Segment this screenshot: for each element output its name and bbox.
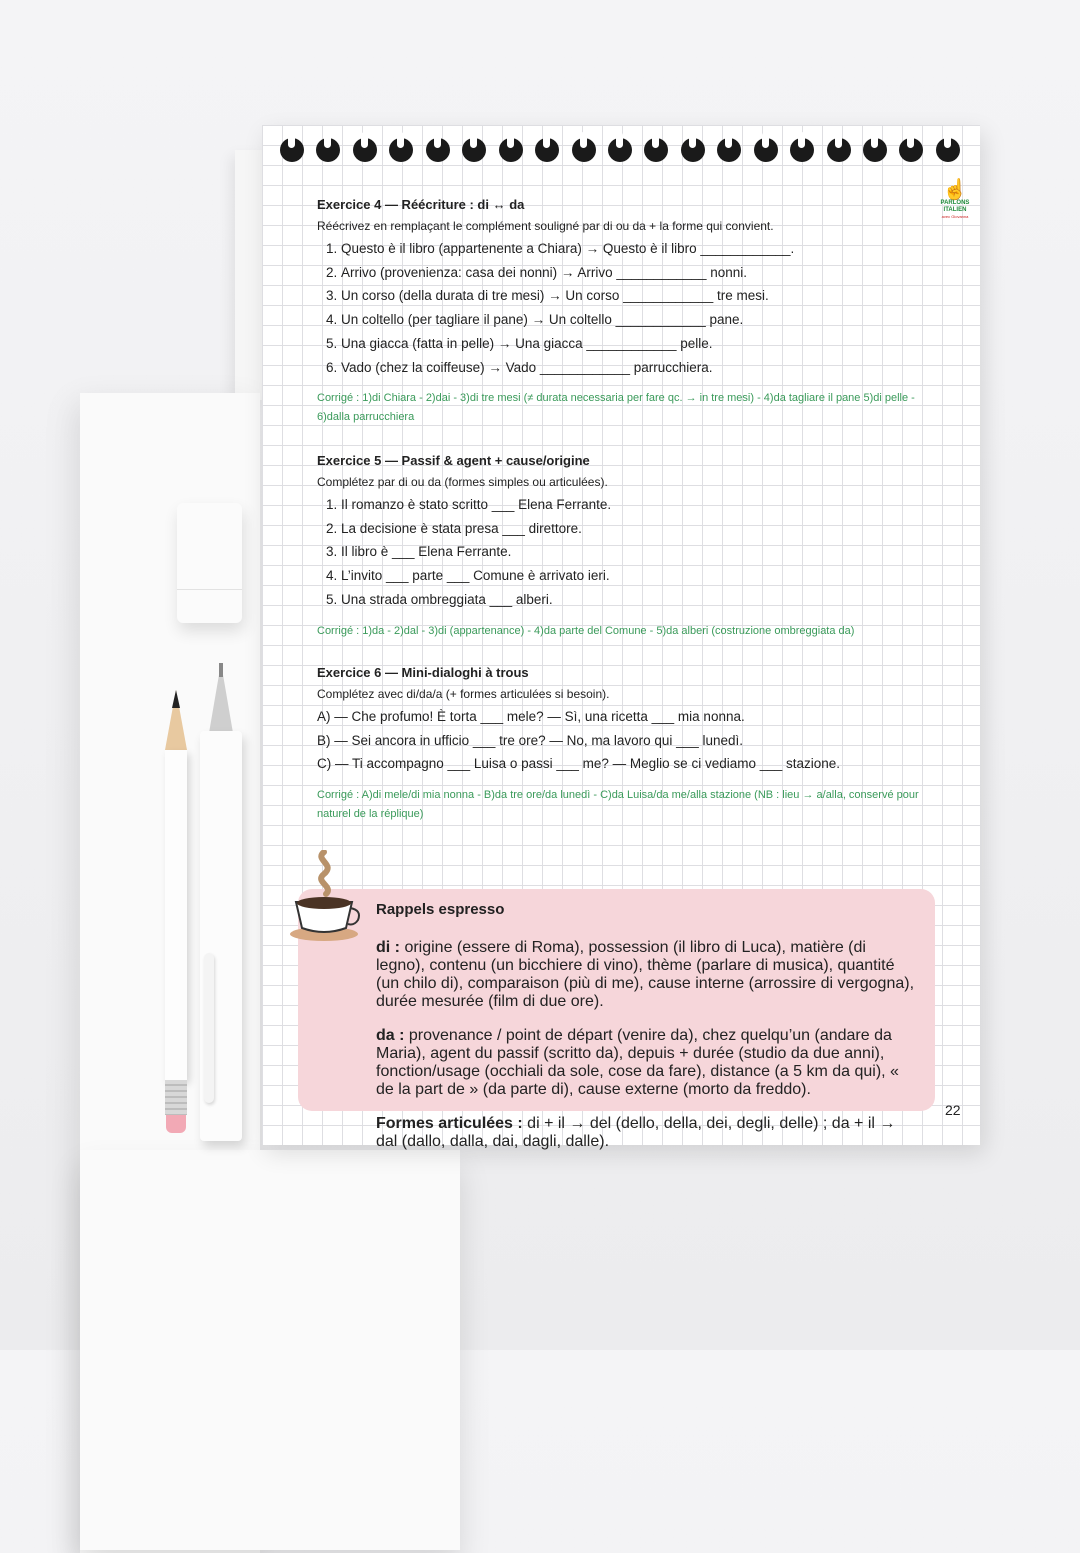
text-da: provenance / point de départ (venire da), chez quelqu’un (andare da Maria), agent du passif (scritto da), depuis + durée (studio da due anni), fonction/usage (occhiali da sole, cose da fare), distance (a 5 km da qui), « de la part de » (da parte di), cause externe (morto da freddo). [376, 1027, 899, 1098]
spiral-ring [754, 138, 778, 162]
list-item: 3. Il libro è ___ Elena Ferrante. [341, 540, 947, 564]
reminder-title: Rappels espresso [376, 901, 505, 918]
list-item: 4. L’invito ___ parte ___ Comune è arrivato ieri. [341, 564, 947, 588]
spiral-ring [462, 138, 486, 162]
spiral-binding [280, 138, 960, 164]
exercise-items [317, 493, 947, 612]
correction-text: Corrigé : A)di mele/di mia nonna - B)da tre ore/da lunedì - C)da Luisa/da me/alla stazione (NB : lieu → a/alla, conservé pour naturel de la réplique) [317, 789, 919, 821]
list-item: 5. Una strada ombreggiata ___ alberi. [341, 588, 947, 612]
label-da: da : [376, 1027, 405, 1044]
spiral-ring [280, 138, 304, 162]
list-item: B) — Sei ancora in ufficio ___ tre ore? — No, ma lavoro qui ___ lunedì. [317, 732, 743, 748]
spiral-ring [426, 138, 450, 162]
label-di: di : [376, 939, 400, 956]
spiral-ring [899, 138, 923, 162]
exercise-title: Exercice 4 — Réécriture : di ↔ da [317, 197, 525, 212]
list-item: 5. Una giacca (fatta in pelle) → Una giacca ____________ pelle. [341, 332, 947, 356]
reminder-da [376, 1027, 916, 1099]
dialogue-items [317, 705, 947, 776]
exercise-4 [317, 195, 947, 443]
list-item: 3. Un corso (della durata di tre mesi) → Un corso ____________ tre mesi. [341, 284, 947, 308]
list-item: 1. Il romanzo è stato scritto ___ Elena Ferrante. [341, 493, 947, 517]
exercise-instruction: Complétez avec di/da/a (+ formes articulées si besoin). [317, 687, 610, 701]
text-forms: di + il → del (dello, della, dei, degli, delle) ; da + il → dal (dallo, dalla, dai, dagli, dalle). [376, 1115, 896, 1150]
list-item: 1. Questo è il libro (appartenente a Chiara) → Questo è il libro ____________. [341, 237, 947, 261]
spiral-ring [572, 138, 596, 162]
coffee-cup-icon [284, 850, 366, 942]
list-item: 2. La decisione è stata presa ___ direttore. [341, 517, 947, 541]
mechanical-pencil [200, 663, 242, 1143]
logo-line2: ITALIEN [943, 207, 967, 213]
reminder-forms [376, 1115, 916, 1151]
spiral-ring [608, 138, 632, 162]
exercise-content [317, 195, 947, 824]
board-top [235, 150, 265, 400]
exercise-5 [317, 451, 947, 663]
reminder-content [376, 897, 916, 1167]
spiral-ring [863, 138, 887, 162]
exercise-instruction: Réécrivez en remplaçant le complément souligné par di ou da + la forme qui convient. [317, 219, 774, 233]
list-item: 6. Vado (chez la coiffeuse) → Vado ____________ parrucchiera. [341, 356, 947, 380]
spiral-ring [681, 138, 705, 162]
spiral-ring [389, 138, 413, 162]
exercise-items [317, 237, 947, 379]
exercise-title: Exercice 5 — Passif & agent + cause/origine [317, 453, 590, 468]
page-number: 22 [945, 1102, 961, 1118]
hand-icon: ☝ [942, 179, 968, 201]
text-di: origine (essere di Roma), possession (il libro di Luca), matière (di legno), contenu (un bicchiere di vino), thème (parlare di musica), quantité (un chilo di), comparaison (più di me), cause interne (arrossire di vergogna), durée mesurée (film di due ore). [376, 939, 915, 1010]
correction-text: Corrigé : 1)di Chiara - 2)dai - 3)di tre mesi (≠ durata necessaria per fare qc. → in tre mesi) - 4)da tagliare il pane 5)di pelle - 6)dalla parrucchiera [317, 392, 915, 424]
logo-line1: PARLONS [940, 200, 970, 206]
list-item: 4. Un coltello (per tagliare il pane) → Un coltello ____________ pane. [341, 308, 947, 332]
list-item: C) — Ti accompagno ___ Luisa o passi ___ me? — Meglio se ci vediamo ___ stazione. [317, 756, 841, 772]
list-item: A) — Che profumo! È torta ___ mele? — Sì, una ricetta ___ mia nonna. [317, 709, 745, 724]
white-board-base [80, 1150, 460, 1550]
list-item: 2. Arrivo (provenienza: casa dei nonni) → Arrivo ____________ nonni. [341, 261, 947, 285]
spiral-ring [535, 138, 559, 162]
exercise-instruction: Complétez par di ou da (formes simples ou articulées). [317, 475, 608, 489]
pencil [165, 690, 187, 1145]
spiral-ring [316, 138, 340, 162]
spiral-ring [827, 138, 851, 162]
spiral-ring [790, 138, 814, 162]
spiral-ring [936, 138, 960, 162]
label-forms: Formes articulées : [376, 1115, 523, 1132]
spiral-ring [644, 138, 668, 162]
reminder-di [376, 939, 916, 1011]
spiral-ring [499, 138, 523, 162]
exercise-6 [317, 663, 947, 824]
exercise-title: Exercice 6 — Mini-dialoghi à trous [317, 665, 529, 680]
correction-text: Corrigé : 1)da - 2)dal - 3)di (appartenance) - 4)da parte del Comune - 5)da alberi (costruzione ombreggiata da) [317, 624, 855, 637]
spiral-ring [353, 138, 377, 162]
spiral-ring [717, 138, 741, 162]
logo-line3: avec Giovanna [941, 214, 969, 219]
eraser [177, 503, 242, 623]
